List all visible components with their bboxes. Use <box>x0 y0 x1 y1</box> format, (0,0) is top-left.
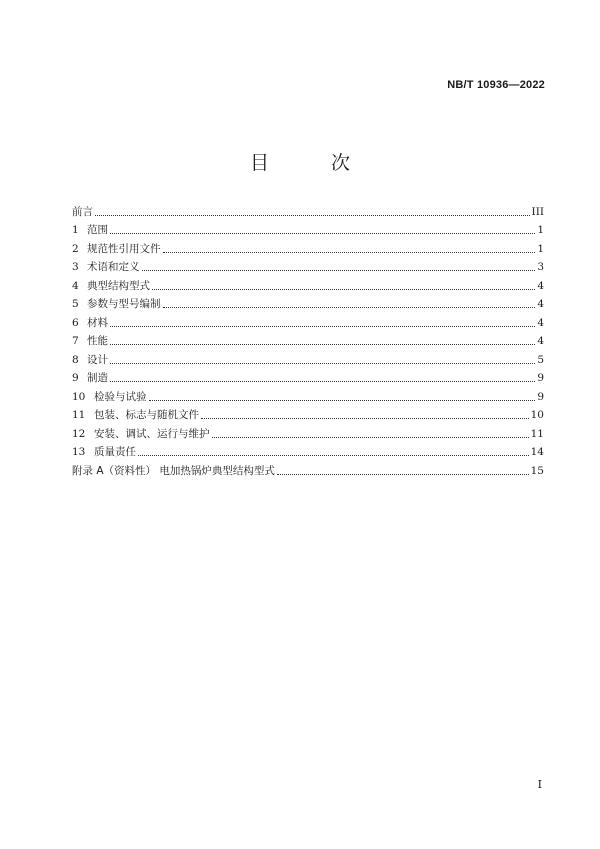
toc-entry-label: 性能 <box>87 335 108 347</box>
toc-entry-number: 9 <box>72 372 79 384</box>
toc-leader-dots <box>163 252 536 253</box>
toc-entry-number: 4 <box>72 279 79 292</box>
toc-entry-number: 3 <box>72 261 79 273</box>
toc-leader-dots <box>110 326 535 327</box>
toc-entry-page: 4 <box>537 298 544 310</box>
toc-entry-page: 4 <box>537 316 544 329</box>
toc-entry-4[interactable] <box>72 274 544 293</box>
toc-leader-dots <box>212 437 529 438</box>
toc-entry-8[interactable] <box>72 348 544 367</box>
toc-entry-number: 7 <box>72 335 79 347</box>
toc-entry-page: 10 <box>530 409 544 421</box>
toc-entry-6[interactable] <box>72 311 544 330</box>
page-title: 目 次 <box>249 152 379 174</box>
toc-entry-label: 制造 <box>87 372 108 384</box>
toc-entry-annex-a[interactable] <box>72 459 544 478</box>
toc-entry-12[interactable] <box>72 422 544 441</box>
toc-entry-label: 检验与试验 <box>94 390 147 403</box>
toc-leader-dots <box>149 400 536 401</box>
toc-entry-label: 典型结构型式 <box>87 279 150 292</box>
toc-entry-number: 1 <box>72 224 79 236</box>
standard-code: NB/T 10936—2022 <box>447 79 545 91</box>
toc-leader-dots <box>138 455 529 456</box>
toc-leader-dots <box>277 474 529 475</box>
toc-entry-page: 1 <box>537 242 544 255</box>
toc-entry-number: 11 <box>72 409 86 421</box>
toc-entry-page: 3 <box>537 261 544 273</box>
toc-entry-foreword[interactable] <box>72 200 544 219</box>
toc-entry-page: 9 <box>537 390 544 403</box>
toc-entry-page: 15 <box>530 464 544 477</box>
toc-leader-dots <box>201 418 529 419</box>
toc-entry-9[interactable] <box>72 367 544 386</box>
toc-entry-label: 附录 A（资料性） 电加热锅炉典型结构型式 <box>72 464 275 477</box>
toc-entry-number: 10 <box>72 390 86 403</box>
toc-entry-label: 设计 <box>87 353 108 366</box>
toc-entry-page: 14 <box>530 446 544 458</box>
toc-entry-page: 5 <box>537 353 544 366</box>
toc-entry-page: 9 <box>537 372 544 384</box>
toc-entry-13[interactable] <box>72 441 544 460</box>
toc-entry-number: 6 <box>72 316 79 329</box>
toc-entry-10[interactable] <box>72 385 544 404</box>
toc-entry-number: 2 <box>72 242 79 255</box>
toc-entry-label: 质量责任 <box>94 446 136 458</box>
toc-entry-page: III <box>531 205 544 218</box>
toc-entry-label: 参数与型号编制 <box>87 298 161 310</box>
toc-entry-label: 范围 <box>87 224 108 236</box>
toc-entry-label: 材料 <box>87 316 108 329</box>
toc-leader-dots <box>163 307 536 308</box>
toc-entry-7[interactable] <box>72 330 544 349</box>
toc-entry-5[interactable] <box>72 293 544 312</box>
toc-entry-page: 4 <box>537 335 544 347</box>
toc-entry-number: 12 <box>72 427 86 440</box>
toc-entry-number: 5 <box>72 298 79 310</box>
toc-leader-dots <box>95 215 530 216</box>
toc-entry-label: 前言 <box>72 205 93 218</box>
toc-leader-dots <box>110 344 535 345</box>
toc-leader-dots <box>110 381 535 382</box>
toc-leader-dots <box>152 289 535 290</box>
toc-leader-dots <box>142 270 536 271</box>
toc-entry-11[interactable] <box>72 404 544 423</box>
toc-entry-page: 4 <box>537 279 544 292</box>
toc-leader-dots <box>110 363 535 364</box>
toc-entry-label: 术语和定义 <box>87 261 140 273</box>
toc-entry-page: 1 <box>537 224 544 236</box>
toc-entry-page: 11 <box>530 427 544 440</box>
toc-entry-label: 包装、标志与随机文件 <box>94 409 199 421</box>
toc-leader-dots <box>110 233 535 234</box>
table-of-contents <box>72 200 544 478</box>
toc-entry-label: 安装、调试、运行与维护 <box>94 427 210 440</box>
toc-entry-number: 13 <box>72 446 86 458</box>
toc-entry-1[interactable] <box>72 219 544 238</box>
toc-entry-label: 规范性引用文件 <box>87 242 161 255</box>
page-number: I <box>537 778 542 791</box>
toc-entry-number: 8 <box>72 353 79 366</box>
toc-entry-2[interactable] <box>72 237 544 256</box>
toc-entry-3[interactable] <box>72 256 544 275</box>
